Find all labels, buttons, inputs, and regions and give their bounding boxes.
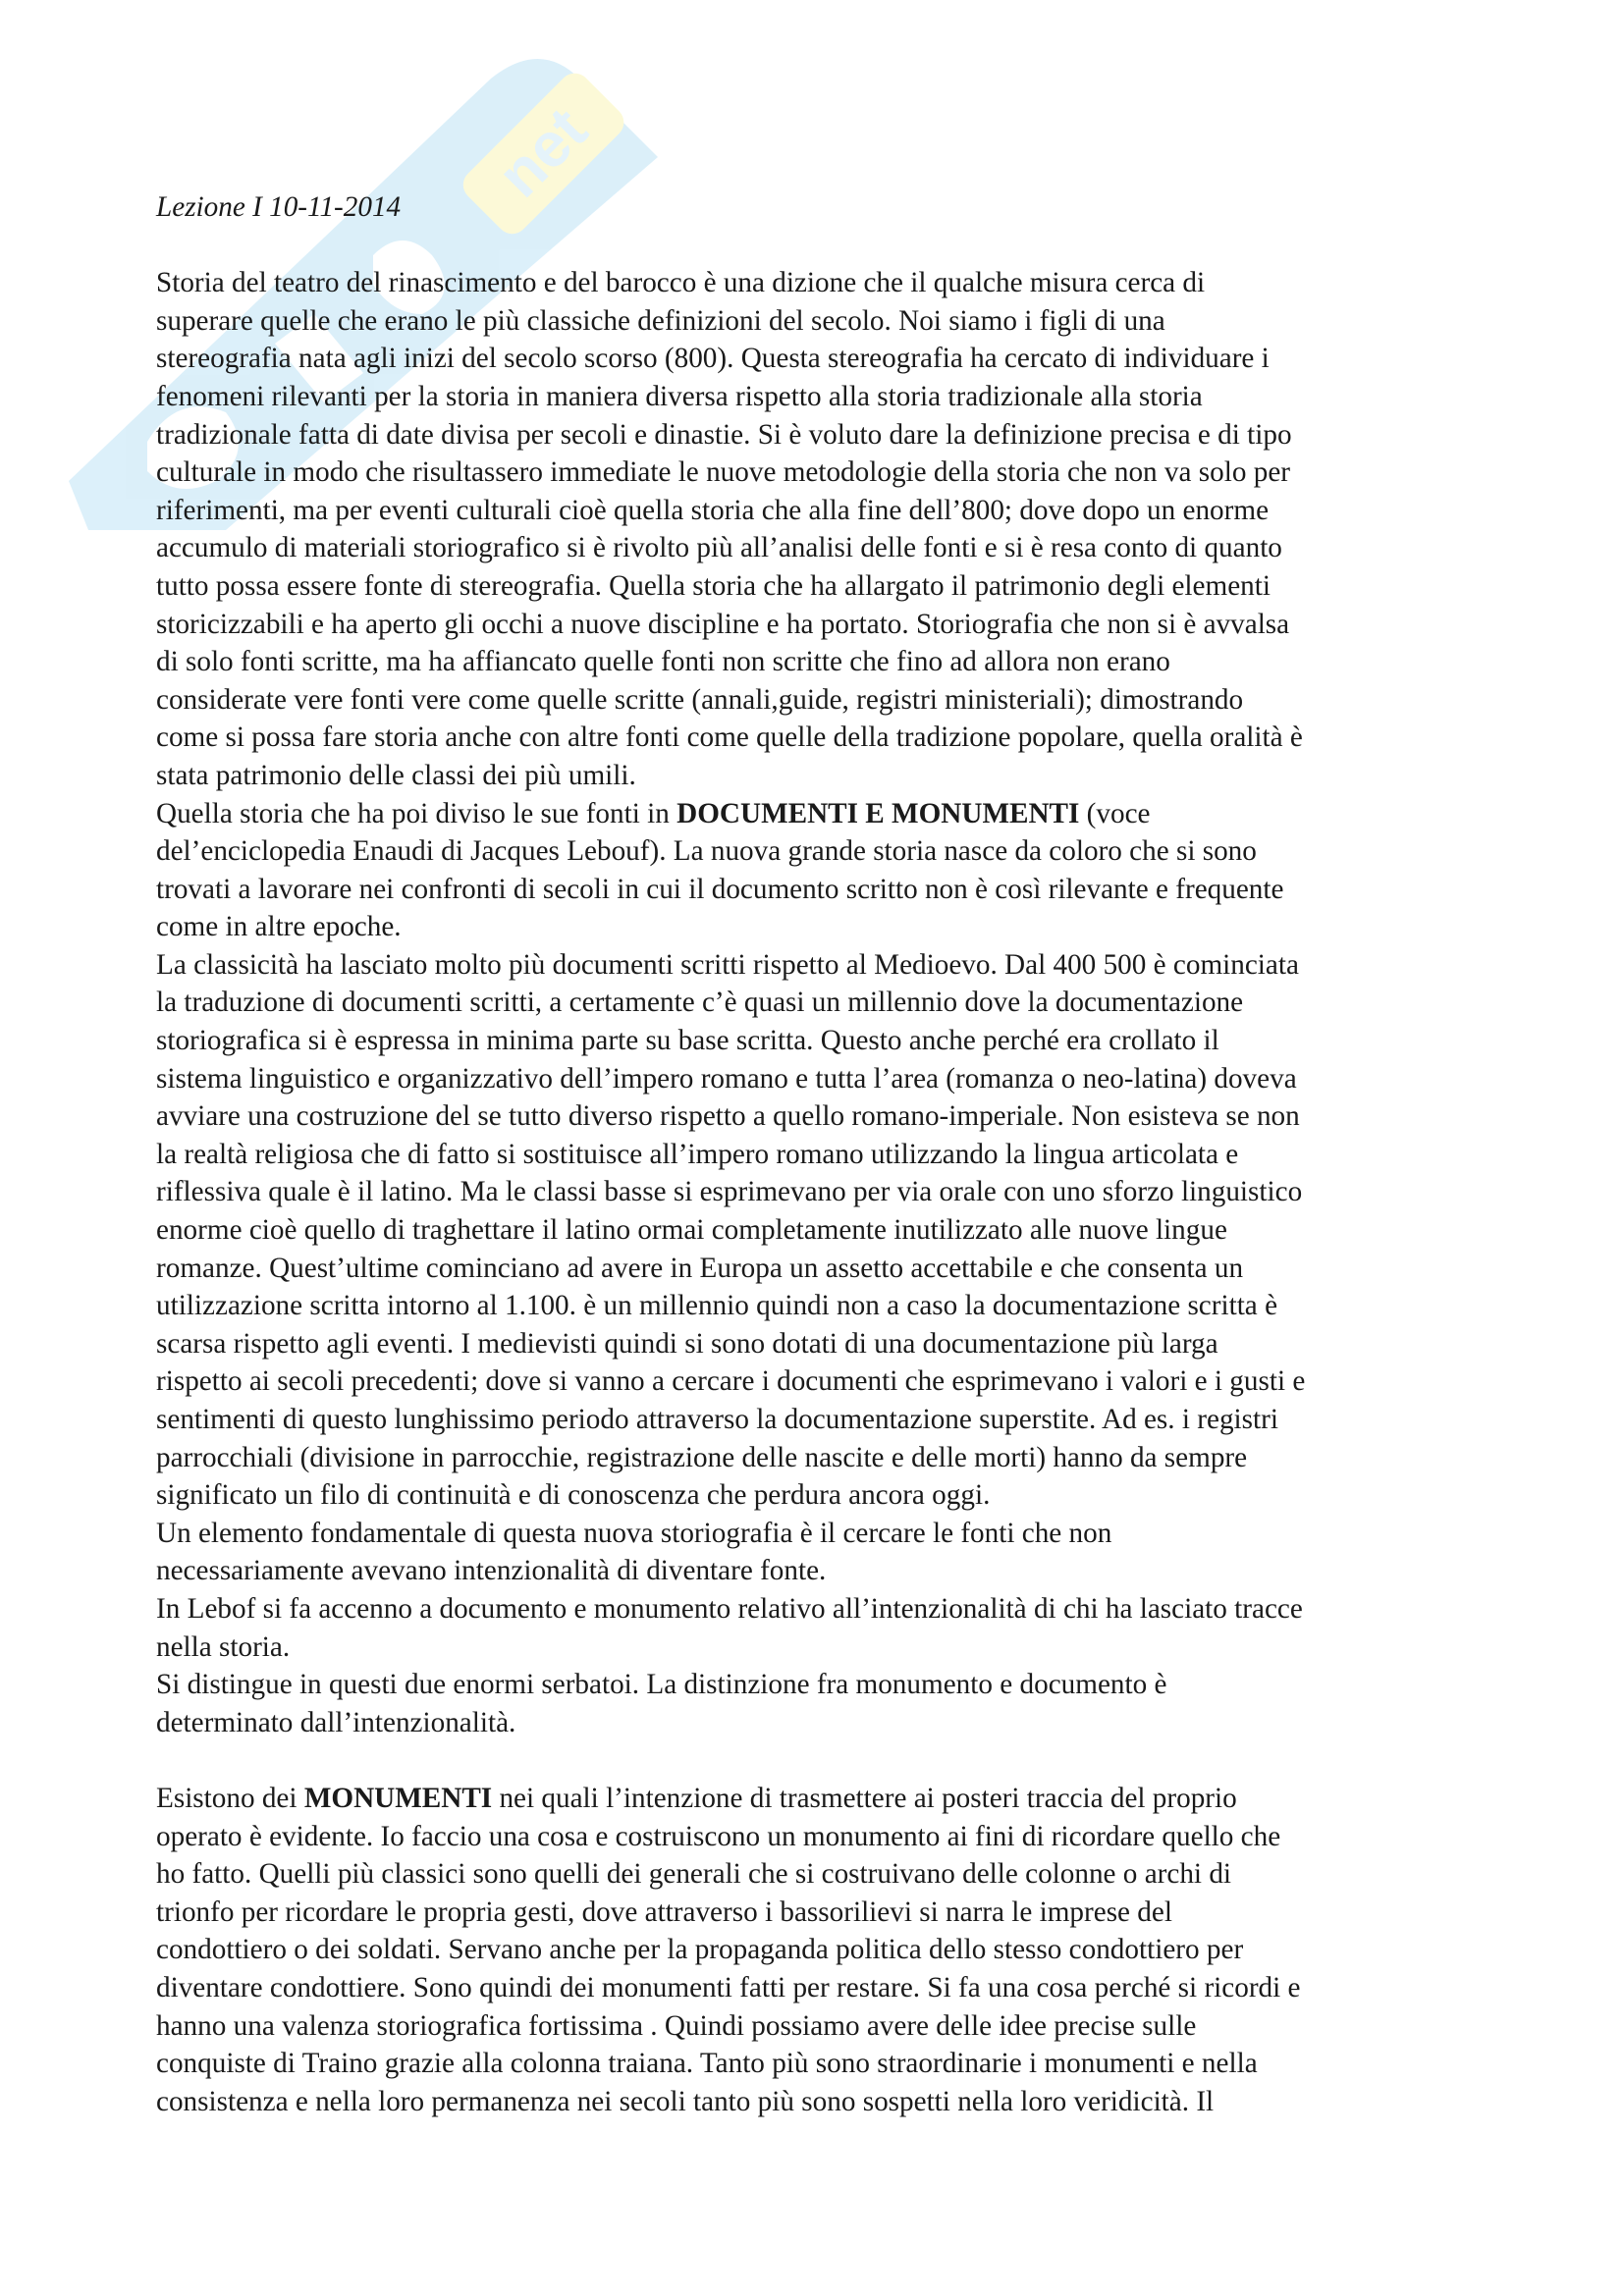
text-line: tutto possa essere fonte di stereografia. Quella storia che ha allargato il patrimonio degli elementi [156, 569, 1271, 602]
text-run: nei quali l’intenzione di trasmettere ai posteri traccia del proprio [492, 1782, 1237, 1814]
text-line [156, 795, 1477, 833]
text-line: nella storia. [156, 1630, 291, 1663]
text-line: trionfo per ricordare le propria gesti, dove attraverso i bassorilievi si narra le imprese del [156, 1896, 1172, 1928]
paragraph-classicita [156, 946, 1477, 1515]
text-line: tradizionale fatta di date divisa per secoli e dinastie. Si è voluto dare la definizione precisa e di tipo [156, 418, 1292, 451]
text-line: superare quelle che erano le più classiche definizioni del secolo. Noi siamo i figli di una [156, 304, 1165, 337]
paragraph-distinzione [156, 1666, 1477, 1741]
paragraph-monumenti [156, 1780, 1477, 2120]
text-line: rispetto ai secoli precedenti; dove si vanno a cercare i documenti che esprimevano i valori e i gusti e [156, 1365, 1306, 1398]
bold-term-monumenti: MONUMENTI [303, 1782, 493, 1814]
text-line: considerate vere fonti vere come quelle scritte (annali,guide, registri ministeriali); dimostrando [156, 683, 1244, 716]
text-line: romanze. Quest’ultime cominciano ad avere in Europa un assetto accettabile e che consenta un [156, 1252, 1244, 1284]
text-line: In Lebof si fa accenno a documento e monumento relativo all’intenzionalità di chi ha lasciato tracce [156, 1592, 1303, 1625]
text-line: utilizzazione scritta intorno al 1.100. è un millennio quindi non a caso la documentazione scritta è [156, 1290, 1278, 1322]
text-line: accumulo di materiali storiografico si è rivolto più all’analisi delle fonti e si è resa conto di quanto [156, 532, 1282, 564]
text-line: necessariamente avevano intenzionalità di diventare fonte. [156, 1555, 827, 1587]
text-line: stata patrimonio delle classi dei più umili. [156, 759, 636, 791]
text-line: Storia del teatro del rinascimento e del barocco è una dizione che il qualche misura cerca di [156, 267, 1206, 299]
text-line: enorme cioè quello di traghettare il latino ormai completamente inutilizzato alle nuove lingue [156, 1214, 1227, 1247]
text-line: operato è evidente. Io faccio una cosa e costruiscono un monumento ai fini di ricordare quello che [156, 1820, 1281, 1852]
text-line: condottiero o dei soldati. Servano anche per la propaganda politica dello stesso condottiero per [156, 1934, 1244, 1966]
text-line: consistenza e nella loro permanenza nei secoli tanto più sono sospetti nella loro veridicità. Il [156, 2085, 1215, 2117]
text-line: storicizzabili e ha aperto gli occhi a nuove discipline e ha portato. Storiografia che non si è avvalsa [156, 608, 1290, 640]
text-line: trovati a lavorare nei confronti di secoli in cui il documento scritto non è così rilevante e frequente [156, 873, 1284, 905]
text-line: la realtà religiosa che di fatto si sostituisce all’impero romano utilizzando la lingua articolata e [156, 1138, 1239, 1170]
text-line: sistema linguistico e organizzativo dell’impero romano e tutta l’area (romanza o neo-latina) doveva [156, 1062, 1297, 1095]
document-body [156, 188, 1477, 2120]
text-line: del’enciclopedia Enaudi di Jacques Lebouf). La nuova grande storia nasce da coloro che si sono [156, 835, 1257, 868]
text-line: come in altre epoche. [156, 911, 402, 943]
text-line: fenomeni rilevanti per la storia in maniera diversa rispetto alla storia tradizionale alla storia [156, 380, 1203, 412]
text-line: diventare condottiere. Sono quindi dei monumenti fatti per restare. Si fa una cosa perché si ricordi e [156, 1971, 1301, 2003]
text-line: determinato dall’intenzionalità. [156, 1706, 516, 1738]
text-line: Si distingue in questi due enormi serbatoi. La distinzione fra monumento e documento è [156, 1669, 1167, 1701]
watermark-net-text: net [483, 93, 601, 211]
text-line: avviare una costruzione del se tutto diverso rispetto a quello romano-imperiale. Non esisteva se non [156, 1100, 1300, 1133]
text-line: significato un filo di continuità e di conoscenza che perdura ancora oggi. [156, 1479, 991, 1512]
text-line: storiografica si è espressa in minima parte su base scritta. Questo anche perché era crollato il [156, 1025, 1219, 1057]
text-line: la traduzione di documenti scritti, a certamente c’è quasi un millennio dove la documentazione [156, 987, 1244, 1019]
text-line: di solo fonti scritte, ma ha affiancato quelle fonti non scritte che fino ad allora non erano [156, 646, 1170, 678]
text-line: scarsa rispetto agli eventi. I medievisti quindi si sono dotati di una documentazione più larga [156, 1327, 1218, 1360]
lesson-title: Lezione I 10-11-2014 [156, 191, 402, 223]
text-line: hanno una valenza storiografica fortissima . Quindi possiamo avere delle idee precise sulle [156, 2009, 1197, 2042]
text-line: come si possa fare storia anche con altre fonti come quelle della tradizione popolare, quella oralità è [156, 721, 1303, 754]
text-line: ho fatto. Quelli più classici sono quelli dei generali che si costruivano delle colonne o archi di [156, 1858, 1232, 1891]
text-line: culturale in modo che risultassero immediate le nuove metodologie della storia che non va solo per [156, 456, 1291, 489]
text-run: (voce [1079, 797, 1151, 829]
text-line: sentimenti di questo lunghissimo periodo attraverso la documentazione superstite. Ad es. i registri [156, 1404, 1278, 1435]
text-line: stereografia nata agli inizi del secolo scorso (800). Questa stereografia ha cercato di individuare i [156, 343, 1270, 375]
paragraph-lebof [156, 1590, 1477, 1666]
text-line: riferimenti, ma per eventi culturali cioè quella storia che alla fine dell’800; dove dopo un enorme [156, 494, 1270, 526]
text-line [156, 1780, 1477, 1818]
bold-term-documenti-monumenti: DOCUMENTI E MONUMENTI [676, 797, 1080, 829]
paragraph-elemento-fondamentale [156, 1515, 1477, 1590]
paragraph-intro [156, 264, 1477, 794]
text-line: Un elemento fondamentale di questa nuova storiografia è il cercare le fonti che non [156, 1517, 1112, 1549]
text-line: parrocchiali (divisione in parrocchie, registrazione delle nascite e delle morti) hanno da sempre [156, 1441, 1248, 1473]
text-run: Quella storia che ha poi diviso le sue fonti in [156, 797, 677, 829]
text-run: Esistono dei [156, 1782, 304, 1814]
paragraph-documenti-monumenti [156, 795, 1477, 946]
blank-line [156, 1741, 1477, 1780]
text-line: La classicità ha lasciato molto più documenti scritti rispetto al Medioevo. Dal 400 500 è cominciata [156, 948, 1299, 981]
text-line: riflessiva quale è il latino. Ma le classi basse si esprimevano per via orale con uno sforzo linguistico [156, 1176, 1303, 1208]
text-line: conquiste di Traino grazie alla colonna traiana. Tanto più sono straordinarie i monumenti e nella [156, 2048, 1258, 2080]
